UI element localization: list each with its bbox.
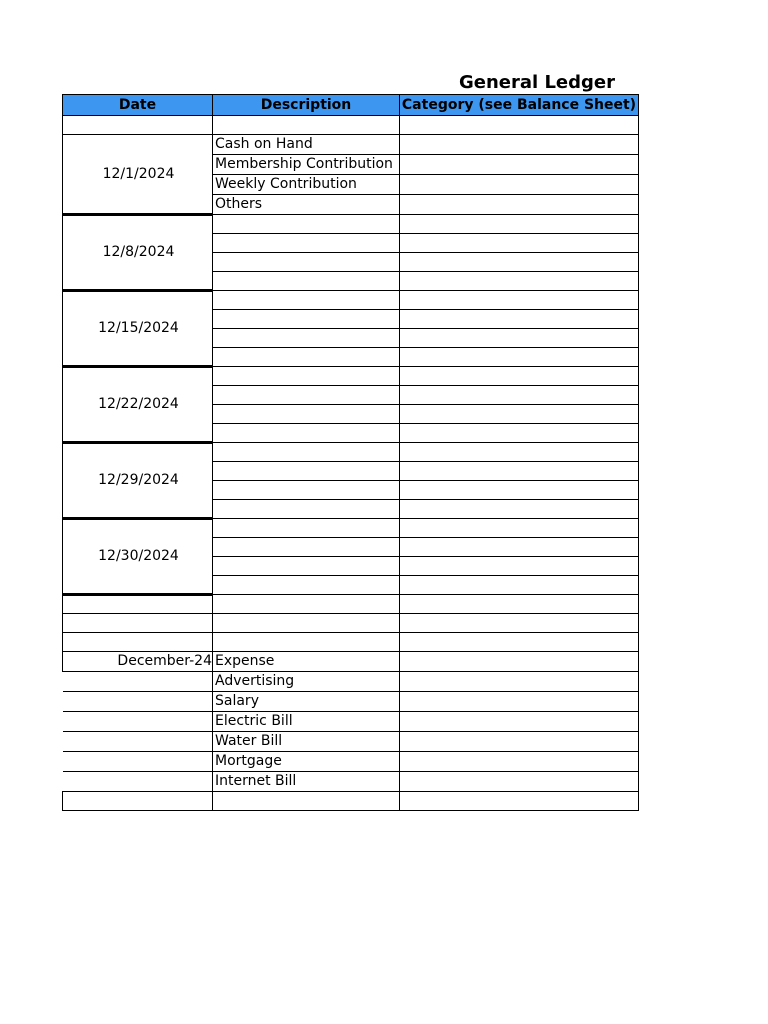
description-cell[interactable] — [213, 519, 400, 538]
category-cell[interactable] — [400, 652, 639, 672]
table-row — [63, 135, 639, 155]
table-row — [63, 595, 639, 614]
category-cell[interactable] — [400, 557, 639, 576]
date-cell[interactable]: 12/8/2024 — [63, 215, 213, 291]
date-cell[interactable] — [63, 712, 213, 732]
description-cell[interactable]: Cash on Hand — [213, 135, 400, 155]
description-cell[interactable]: Expense — [213, 652, 400, 672]
category-cell[interactable] — [400, 135, 639, 155]
category-cell[interactable] — [400, 614, 639, 633]
description-cell[interactable] — [213, 386, 400, 405]
category-cell[interactable] — [400, 175, 639, 195]
description-cell[interactable] — [213, 272, 400, 291]
category-cell[interactable] — [400, 538, 639, 557]
expense-row — [63, 692, 639, 712]
expense-item-cell[interactable]: Water Bill — [213, 732, 400, 752]
expense-row — [63, 712, 639, 732]
date-cell[interactable] — [63, 116, 213, 135]
table-row — [63, 614, 639, 633]
category-cell[interactable] — [400, 234, 639, 253]
expense-item-cell[interactable]: Advertising — [213, 672, 400, 692]
category-cell[interactable] — [400, 792, 639, 811]
table-row — [63, 633, 639, 652]
table-row — [63, 215, 639, 234]
category-cell[interactable] — [400, 155, 639, 175]
category-cell[interactable] — [400, 329, 639, 348]
category-cell[interactable] — [400, 195, 639, 215]
ledger-title: General Ledger — [459, 72, 615, 93]
header-date: Date — [63, 95, 213, 116]
category-cell[interactable] — [400, 272, 639, 291]
category-cell[interactable] — [400, 732, 639, 752]
expense-item-cell[interactable]: Salary — [213, 692, 400, 712]
description-cell[interactable] — [213, 557, 400, 576]
description-cell[interactable] — [213, 792, 400, 811]
header-row — [63, 95, 639, 116]
description-cell[interactable] — [213, 500, 400, 519]
date-cell[interactable] — [63, 732, 213, 752]
category-cell[interactable] — [400, 253, 639, 272]
description-cell[interactable]: Membership Contribution — [213, 155, 400, 175]
category-cell[interactable] — [400, 386, 639, 405]
category-cell[interactable] — [400, 462, 639, 481]
description-cell[interactable] — [213, 633, 400, 652]
date-cell[interactable] — [63, 772, 213, 792]
table-row — [63, 291, 639, 310]
table-row — [63, 367, 639, 386]
category-cell[interactable] — [400, 772, 639, 792]
date-cell[interactable] — [63, 692, 213, 712]
month-cell[interactable]: December-24 — [63, 652, 213, 672]
description-cell[interactable] — [213, 291, 400, 310]
description-cell[interactable] — [213, 329, 400, 348]
category-cell[interactable] — [400, 291, 639, 310]
description-cell[interactable] — [213, 215, 400, 234]
category-cell[interactable] — [400, 424, 639, 443]
category-cell[interactable] — [400, 576, 639, 595]
expense-row — [63, 772, 639, 792]
table-row — [63, 792, 639, 811]
header-description: Description — [213, 95, 400, 116]
expense-row — [63, 672, 639, 692]
table-row — [63, 443, 639, 462]
ledger-table — [62, 94, 639, 811]
date-cell[interactable]: 12/29/2024 — [63, 443, 213, 519]
category-cell[interactable] — [400, 405, 639, 424]
category-cell[interactable] — [400, 215, 639, 234]
date-cell[interactable]: 12/15/2024 — [63, 291, 213, 367]
description-cell[interactable] — [213, 595, 400, 614]
date-cell[interactable] — [63, 614, 213, 633]
date-cell[interactable] — [63, 752, 213, 772]
date-cell[interactable] — [63, 792, 213, 811]
expense-item-cell[interactable]: Mortgage — [213, 752, 400, 772]
category-cell[interactable] — [400, 367, 639, 386]
description-cell[interactable] — [213, 234, 400, 253]
description-cell[interactable]: Others — [213, 195, 400, 215]
category-cell[interactable] — [400, 595, 639, 614]
expense-row — [63, 752, 639, 772]
expense-row — [63, 732, 639, 752]
date-cell[interactable]: 12/30/2024 — [63, 519, 213, 595]
category-cell[interactable] — [400, 348, 639, 367]
description-cell[interactable] — [213, 310, 400, 329]
category-cell[interactable] — [400, 633, 639, 652]
description-cell[interactable] — [213, 424, 400, 443]
description-cell[interactable] — [213, 348, 400, 367]
date-cell[interactable] — [63, 633, 213, 652]
description-cell[interactable] — [213, 538, 400, 557]
category-cell[interactable] — [400, 481, 639, 500]
table-row — [63, 519, 639, 538]
expense-item-cell[interactable]: Electric Bill — [213, 712, 400, 732]
category-cell[interactable] — [400, 672, 639, 692]
expense-item-cell[interactable]: Internet Bill — [213, 772, 400, 792]
date-cell[interactable]: 12/1/2024 — [63, 135, 213, 215]
description-cell[interactable] — [213, 443, 400, 462]
category-cell[interactable] — [400, 712, 639, 732]
header-category: Category (see Balance Sheet) — [400, 95, 639, 116]
category-cell[interactable] — [400, 310, 639, 329]
category-cell[interactable] — [400, 519, 639, 538]
date-cell[interactable] — [63, 595, 213, 614]
summary-row — [63, 652, 639, 672]
description-cell[interactable]: Weekly Contribution — [213, 175, 400, 195]
description-cell[interactable] — [213, 481, 400, 500]
description-cell[interactable] — [213, 116, 400, 135]
description-cell[interactable] — [213, 614, 400, 633]
description-cell[interactable] — [213, 253, 400, 272]
date-cell[interactable]: 12/22/2024 — [63, 367, 213, 443]
table-row — [63, 116, 639, 135]
category-cell[interactable] — [400, 500, 639, 519]
description-cell[interactable] — [213, 405, 400, 424]
description-cell[interactable] — [213, 367, 400, 386]
category-cell[interactable] — [400, 443, 639, 462]
category-cell[interactable] — [400, 692, 639, 712]
description-cell[interactable] — [213, 462, 400, 481]
description-cell[interactable] — [213, 576, 400, 595]
date-cell[interactable] — [63, 672, 213, 692]
category-cell[interactable] — [400, 116, 639, 135]
category-cell[interactable] — [400, 752, 639, 772]
